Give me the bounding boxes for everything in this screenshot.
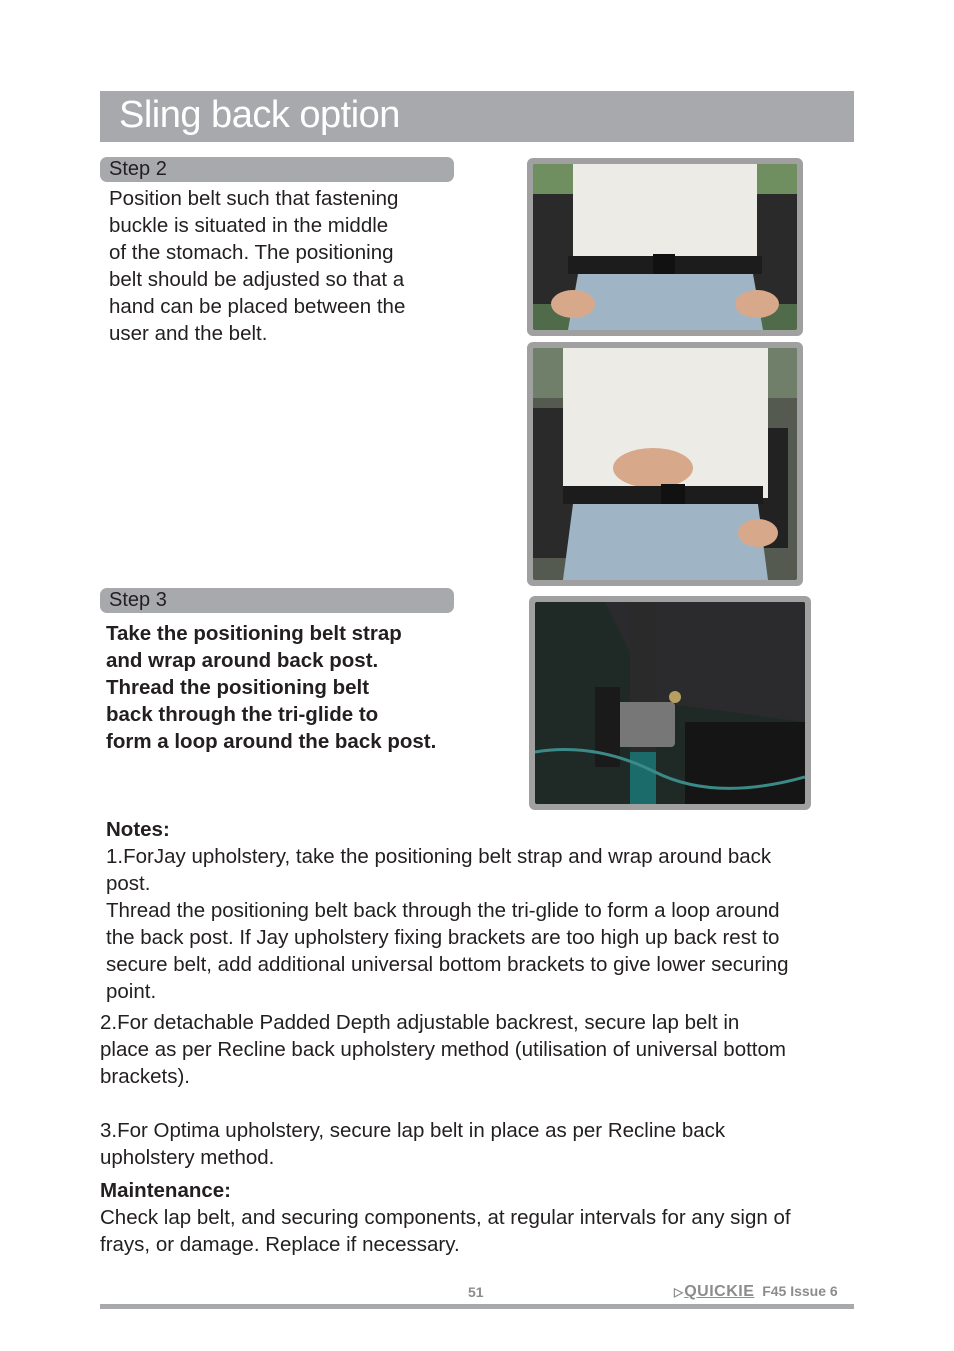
step-2-text: Position belt such that fastening buckle is situated in the middle of the stomach. The positioning belt should be adjusted so that a hand can be placed between the user and the belt. xyxy=(109,187,406,345)
step-3-label-bar xyxy=(100,588,454,613)
maintenance-heading: Maintenance: xyxy=(100,1179,231,1202)
footer-brand xyxy=(674,1283,838,1301)
brand-logo: QUICKIE xyxy=(684,1283,755,1300)
doc-issue: F45 Issue 6 xyxy=(762,1283,838,1299)
photo-hand-between-belt xyxy=(527,342,803,586)
maintenance-text: Check lap belt, and securing components, at regular intervals for any sign of frays, or damage. Replace if necessary. xyxy=(100,1206,791,1256)
note-1a: 1.ForJay upholstery, take the positioning belt strap and wrap around back post. xyxy=(106,845,772,895)
step-2-label-bar xyxy=(100,157,454,182)
triangle-icon: ▷ xyxy=(674,1285,684,1299)
photo-belt-positioned xyxy=(527,158,803,336)
page-number: 51 xyxy=(468,1284,484,1300)
step-3-label: Step 3 xyxy=(109,589,167,611)
page-title: Sling back option xyxy=(119,94,400,136)
step-3-text: Take the positioning belt strap and wrap around back post. Thread the positioning belt back through the tri-glide to form a loop around the back post. xyxy=(106,622,437,753)
footer-rule xyxy=(100,1304,854,1309)
note-2: 2.For detachable Padded Depth adjustable backrest, secure lap belt in place as per Recline back upholstery method (utilisation of universal bottom brackets). xyxy=(100,1011,786,1088)
step-2-label: Step 2 xyxy=(109,158,167,180)
note-3: 3.For Optima upholstery, secure lap belt in place as per Recline back upholstery method. xyxy=(100,1119,726,1169)
photo-back-post-loop xyxy=(529,596,811,810)
note-1b: Thread the positioning belt back through the tri-glide to form a loop around the back post. If Jay upholstery fixing brackets are too high up back rest to secure belt, add additional universal bottom brackets to give lower securing point. xyxy=(106,899,789,1003)
title-bar xyxy=(100,91,854,142)
notes-heading: Notes: xyxy=(106,818,170,841)
